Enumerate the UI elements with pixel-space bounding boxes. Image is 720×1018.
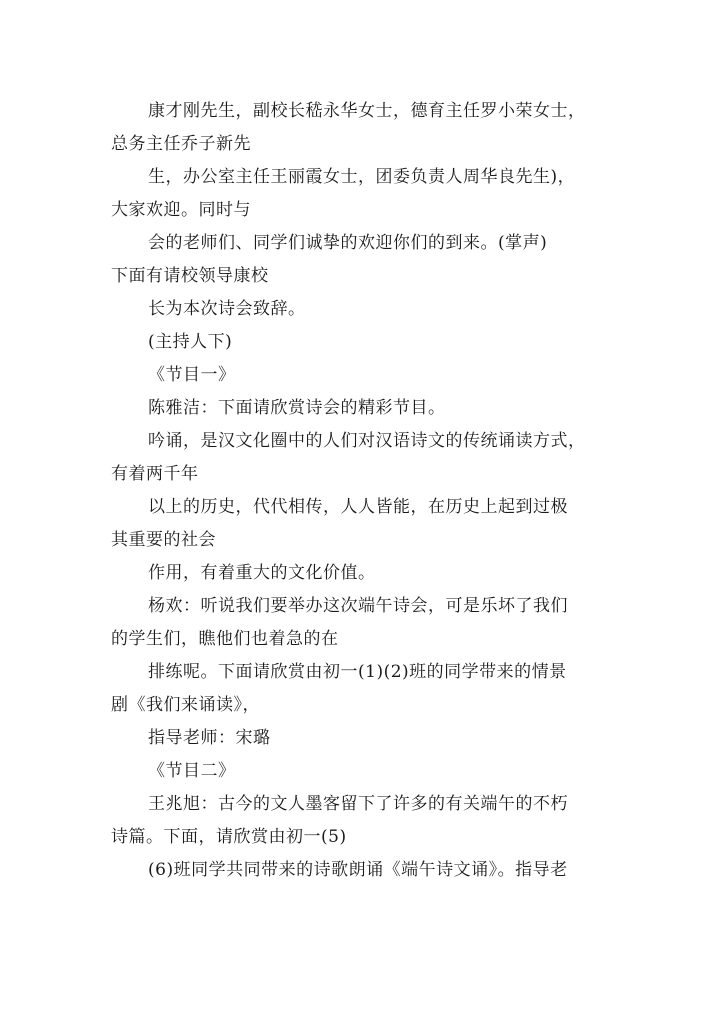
text-line: 长为本次诗会致辞。 bbox=[148, 299, 306, 319]
text-line: 下面有请校领导康校 bbox=[111, 266, 269, 286]
text-line: 大家欢迎。同时与 bbox=[111, 200, 251, 220]
text-line: 以上的历史，代代相传，人人皆能，在历史上起到过极 bbox=[148, 497, 568, 517]
document-body bbox=[111, 95, 613, 887]
text-line: 剧《我们来诵读》， bbox=[111, 695, 260, 715]
text-line: (主持人下) bbox=[148, 332, 233, 352]
text-line: 作用，有着重大的文化价值。 bbox=[148, 563, 376, 583]
text-line: 《节目一》 bbox=[148, 365, 236, 385]
text-line: (6)班同学共同带来的诗歌朗诵《端午诗文诵》。指导老 bbox=[148, 860, 568, 880]
text-line: 吟诵，是汉文化圈中的人们对汉语诗文的传统诵读方式， bbox=[148, 431, 586, 451]
text-line: 指导老师：宋璐 bbox=[148, 728, 271, 748]
text-line: 总务主任乔子新先 bbox=[111, 134, 251, 154]
text-line: 的学生们，瞧他们也着急的在 bbox=[111, 629, 339, 649]
text-line: 陈雅洁：下面请欣赏诗会的精彩节目。 bbox=[148, 398, 446, 418]
text-line: 王兆旭：古今的文人墨客留下了许多的有关端午的不朽 bbox=[148, 794, 568, 814]
text-line: 排练呢。下面请欣赏由初一(1)(2)班的同学带来的情景 bbox=[148, 662, 567, 682]
text-line: 康才刚先生，副校长嵇永华女士，德育主任罗小荣女士， bbox=[148, 101, 586, 121]
text-line: 会的老师们、同学们诚挚的欢迎你们的到来。(掌声) bbox=[148, 233, 548, 253]
text-line: 生，办公室主任王丽霞女士，团委负责人周华良先生)， bbox=[148, 167, 576, 187]
text-line: 有着两千年 bbox=[111, 464, 199, 484]
text-line: 杨欢：听说我们要举办这次端午诗会，可是乐坏了我们 bbox=[148, 596, 568, 616]
text-line: 《节目二》 bbox=[148, 761, 236, 781]
text-line: 其重要的社会 bbox=[111, 530, 216, 550]
text-line: 诗篇。下面，请欣赏由初一(5) bbox=[111, 827, 347, 847]
